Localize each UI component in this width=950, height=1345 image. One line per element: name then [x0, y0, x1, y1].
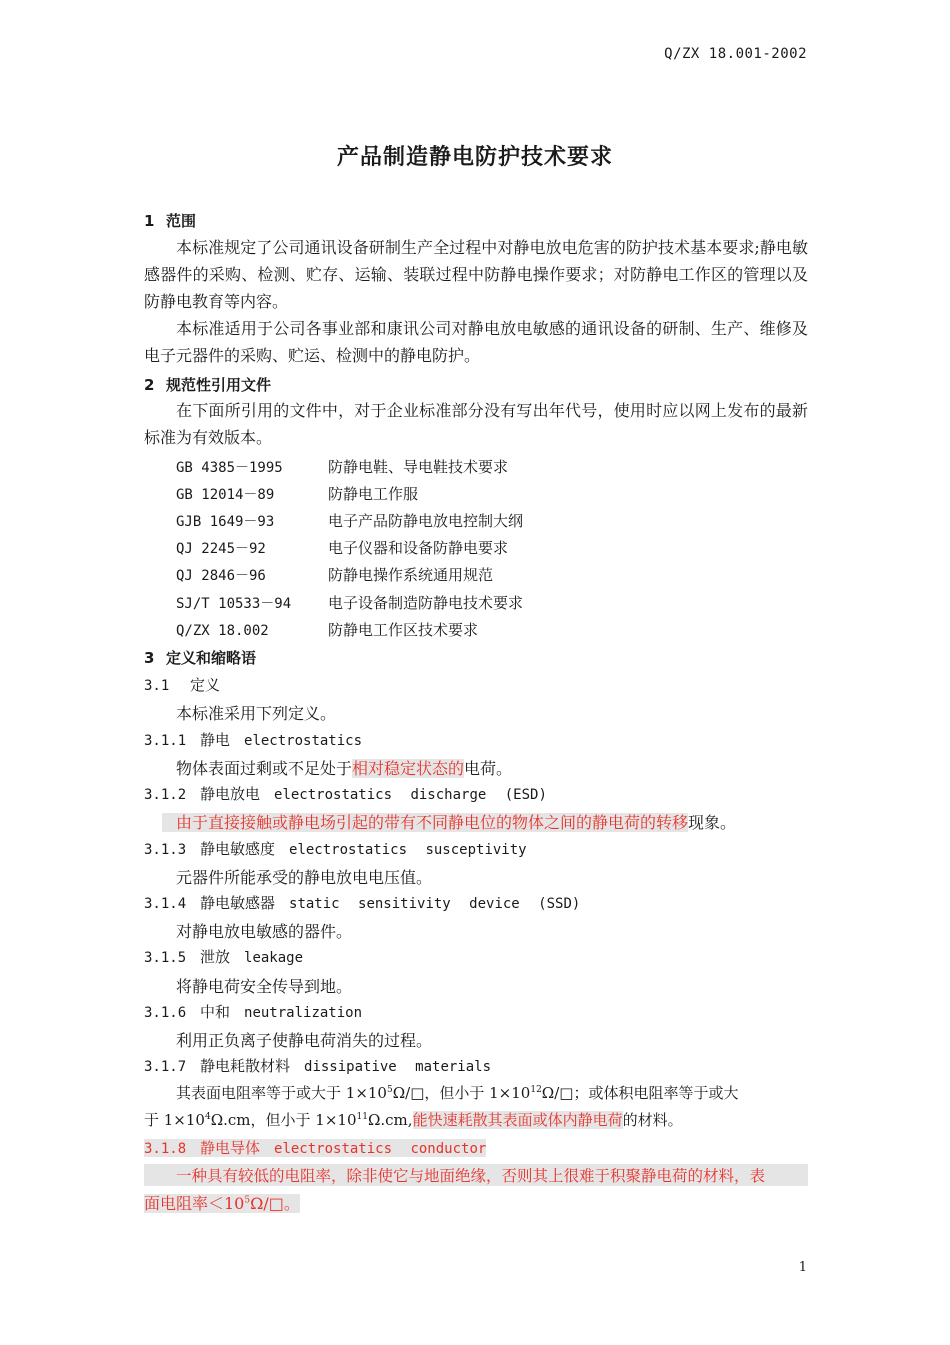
- paragraph: 本标准适用于公司各事业部和康讯公司对静电放电敏感的通讯设备的研制、生产、维修及电子元器件的采购、贮运、检测中的静电防护。: [144, 319, 808, 365]
- section-number: 2: [144, 376, 155, 394]
- text-span: 现象。: [688, 813, 737, 832]
- reference-code: SJ/T 10533－94: [176, 596, 292, 612]
- reference-code: QJ 2245－92: [176, 541, 266, 557]
- definition-number: 3.1.4: [144, 896, 187, 912]
- subsection-3-1-heading: [144, 674, 220, 695]
- reference-row: [176, 564, 493, 585]
- definition-heading: [144, 946, 303, 967]
- definition-number: 3.1.2: [144, 787, 187, 803]
- definition-heading: [144, 892, 580, 913]
- page-number: 1: [798, 1260, 807, 1275]
- definition-term: 泄放: [200, 948, 231, 966]
- definition-term: 静电敏感度: [200, 840, 276, 858]
- definition-text: [144, 1109, 683, 1130]
- definition-text: [176, 756, 512, 779]
- definition-text: 对静电放电敏感的器件。: [176, 922, 353, 941]
- section-title: 规范性引用文件: [166, 376, 272, 394]
- definition-heading: [144, 783, 547, 804]
- definition-text: 利用正负离子使静电荷消失的过程。: [176, 1031, 433, 1050]
- paragraph: 本标准采用下列定义。: [176, 704, 337, 723]
- exponent: 12: [530, 1085, 542, 1095]
- text-span: 的材料。: [622, 1111, 683, 1129]
- section-number: 3: [144, 649, 155, 667]
- section-3-heading: [144, 647, 256, 668]
- highlighted-text: 一种具有较低的电阻率，除非使它与地面绝缘，否则其上很难于积聚静电荷的材料，表: [144, 1164, 808, 1186]
- exponent: 5: [386, 1085, 393, 1095]
- section-title: 范围: [166, 212, 197, 230]
- definition-term: 静电敏感器: [200, 894, 276, 912]
- reference-code: GB 12014－89: [176, 487, 275, 503]
- text-span: 于 1×10: [144, 1111, 205, 1129]
- highlighted-text: 能快速耗散其表面或体内静电荷: [412, 1111, 623, 1129]
- definition-number: 3.1.1: [144, 733, 187, 749]
- definition-term: 静电耗散材料: [200, 1057, 291, 1075]
- definition-english: leakage: [244, 950, 304, 966]
- reference-title: 电子产品防静电放电控制大纲: [328, 512, 524, 530]
- reference-row: [176, 537, 508, 558]
- definition-heading: [144, 1137, 486, 1158]
- definition-number: 3.1.3: [144, 842, 187, 858]
- reference-title: 防静电鞋、导电鞋技术要求: [328, 458, 509, 476]
- text-span: 面电阻率＜10: [144, 1194, 245, 1213]
- subsection-title: 定义: [190, 676, 221, 694]
- reference-row: [176, 483, 418, 504]
- highlighted-text: 由于直接接触或静电场引起的带有不同静电位的物体之间的静电荷的转移: [162, 813, 688, 832]
- exponent: 4: [204, 1112, 211, 1122]
- definition-text: [144, 1191, 300, 1214]
- definition-heading: [144, 1055, 491, 1076]
- reference-title: 防静电工作区技术要求: [328, 621, 479, 639]
- definition-heading: [144, 729, 362, 750]
- reference-title: 防静电工作服: [328, 485, 419, 503]
- text-span: Ω.cm,: [367, 1111, 413, 1129]
- definition-english: electrostatics susceptivity: [289, 842, 527, 858]
- paragraph: 本标准规定了公司通讯设备研制生产全过程中对静电放电危害的防护技术基本要求;静电敏感器件的采购、检测、贮存、运输、装联过程中防静电操作要求；对防静电工作区的管理以及防静电教育等内容。: [144, 238, 808, 311]
- definition-number: 3.1.6: [144, 1005, 187, 1021]
- paragraph: 在下面所引用的文件中，对于企业标准部分没有写出年代号，使用时应以网上发布的最新标准为有效版本。: [144, 401, 808, 447]
- document-number: Q/ZX 18.001-2002: [664, 46, 807, 62]
- reference-row: [176, 592, 523, 613]
- text-span: 物体表面过剩或不足处于: [176, 759, 353, 778]
- definition-text: 将静电荷安全传导到地。: [176, 977, 353, 996]
- page-title: 产品制造静电防护技术要求: [336, 145, 613, 170]
- reference-code: GJB 1649－93: [176, 514, 275, 530]
- definition-term: 中和: [200, 1003, 231, 1021]
- text-span: Ω/□，但小于 1×10: [392, 1084, 531, 1102]
- reference-code: GB 4385－1995: [176, 460, 283, 476]
- text-span: Ω/□；或体积电阻率等于或大: [541, 1084, 739, 1102]
- highlighted-text: 相对稳定状态的: [352, 759, 465, 778]
- definition-english: static sensitivity device (SSD): [289, 896, 581, 912]
- text-span: Ω/□。: [250, 1194, 300, 1213]
- definition-number: 3.1.7: [144, 1059, 187, 1075]
- section-1-heading: [144, 210, 196, 231]
- definition-text: 元器件所能承受的静电放电电压值。: [176, 868, 433, 887]
- definition-term: 静电导体: [200, 1139, 261, 1157]
- definition-heading: [144, 838, 527, 859]
- subsection-number: 3.1: [144, 678, 170, 694]
- section-number: 1: [144, 212, 155, 230]
- exponent: 11: [356, 1112, 368, 1122]
- definition-heading: [144, 1001, 362, 1022]
- section-title: 定义和缩略语: [166, 649, 257, 667]
- reference-title: 电子设备制造防静电技术要求: [328, 594, 524, 612]
- reference-row: [176, 456, 508, 477]
- text-span: Ω.cm，但小于 1×10: [210, 1111, 357, 1129]
- text-span: 电荷。: [464, 759, 513, 778]
- definition-term: 静电放电: [200, 785, 261, 803]
- reference-code: Q/ZX 18.002: [176, 623, 269, 639]
- reference-row: [176, 619, 478, 640]
- definition-number: 3.1.5: [144, 950, 187, 966]
- definition-english: electrostatics: [244, 733, 363, 749]
- exponent: 5: [244, 1195, 251, 1206]
- definition-english: electrostatics conductor: [274, 1141, 487, 1157]
- reference-row: [176, 510, 523, 531]
- reference-title: 电子仪器和设备防静电要求: [328, 539, 509, 557]
- definition-text: [176, 1082, 738, 1103]
- definition-english: dissipative materials: [304, 1059, 492, 1075]
- reference-title: 防静电操作系统通用规范: [328, 566, 494, 584]
- reference-code: QJ 2846－96: [176, 568, 266, 584]
- definition-text: [162, 810, 736, 833]
- text-span: 其表面电阻率等于或大于 1×10: [176, 1084, 387, 1102]
- definition-english: electrostatics discharge (ESD): [274, 787, 547, 803]
- definition-term: 静电: [200, 731, 231, 749]
- definition-number: 3.1.8: [144, 1141, 187, 1157]
- section-2-heading: [144, 374, 271, 395]
- definition-english: neutralization: [244, 1005, 363, 1021]
